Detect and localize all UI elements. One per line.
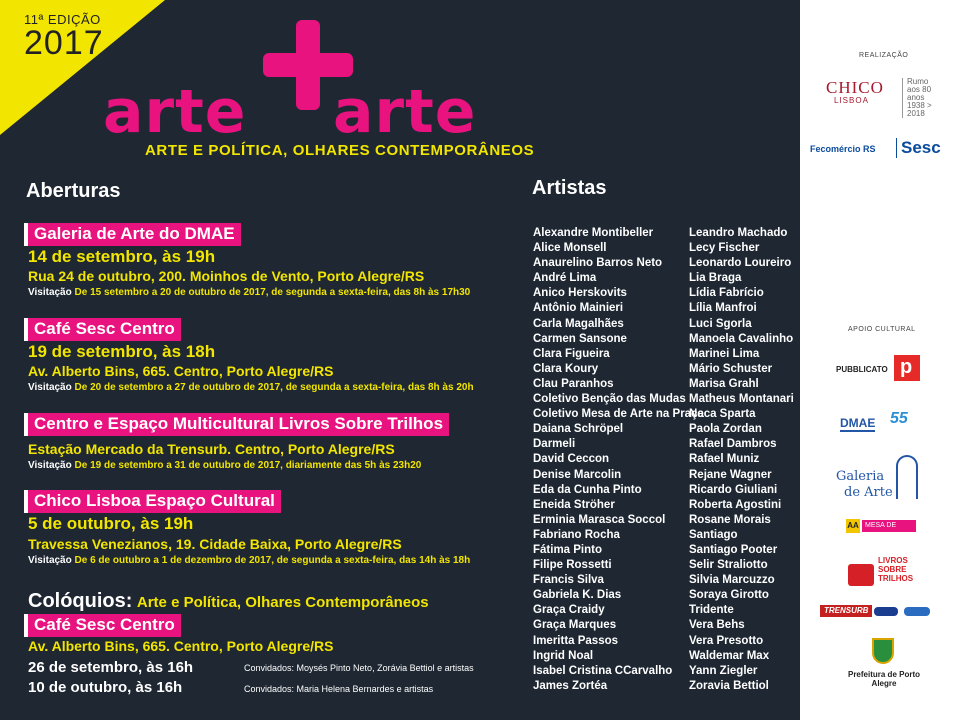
artist-name: Anico Herskovits [533, 287, 627, 300]
artist-name: Eda da Cunha Pinto [533, 483, 642, 496]
artist-name: Graça Craidy [533, 604, 605, 617]
artists-list-left [533, 226, 704, 694]
artist-name: Marisa Grahl [689, 377, 759, 390]
artist-name: Fabriano Rocha [533, 528, 620, 541]
artist-name: Clara Koury [533, 362, 599, 375]
artist-name: Yann Ziegler [689, 664, 758, 677]
artist-name: Alice Monsell [533, 242, 607, 255]
coloquios-venue: Café Sesc Centro [24, 614, 181, 637]
prefeitura-porto-alegre-logo: Prefeitura de Porto Alegre [844, 638, 924, 698]
dmae-logo: DMAE 55 [840, 410, 908, 430]
logo-word-left: arte [103, 77, 247, 147]
coloquios-address: Av. Alberto Bins, 665. Centro, Porto Alegre/RS [28, 638, 334, 654]
pubblicato-logo: PUBBLICATO p [836, 355, 926, 385]
realizacao-label: REALIZAÇÃO [859, 52, 909, 59]
logo-word-right: arte [333, 77, 477, 147]
coloquios-heading [28, 590, 429, 613]
artist-name: Vera Presotto [689, 634, 764, 647]
coloquios-label: Colóquios: [28, 590, 133, 612]
artist-name: Alexandre Montibeller [533, 227, 654, 239]
artist-name: Gabriela K. Dias [533, 589, 622, 602]
artist-name: Tridente [689, 604, 734, 617]
coloquio-guests: Convidados: Maria Helena Bernardes e artistas [244, 684, 434, 694]
artist-name: Lia Braga [689, 272, 742, 285]
venue-date: 5 de outubro, às 19h [28, 514, 194, 533]
artist-name: Santiago Pooter [689, 543, 778, 556]
coloquio-date: 10 de outubro, às 16h [28, 679, 183, 696]
livros-sobre-trilhos-logo: LIVROS SOBRE TRILHOS [848, 552, 918, 590]
venue-address: Travessa Venezianos, 19. Cidade Baixa, Porto Alegre/RS [28, 536, 402, 552]
galeria-de-arte-logo: Galeria de Arte [836, 455, 926, 505]
artist-name: Coletivo Mesa de Arte na Praça [533, 408, 704, 421]
venue-name: Chico Lisboa Espaço Cultural [24, 490, 281, 513]
artist-name: Carmen Sansone [533, 332, 627, 345]
venue-name: Centro e Espaço Multicultural Livros Sobre Trilhos [24, 413, 449, 436]
artists-list-right [689, 226, 794, 694]
artist-name: Clara Figueira [533, 347, 610, 360]
artist-name: Francis Silva [533, 574, 604, 587]
artist-name: Ingrid Noal [533, 649, 594, 662]
artist-name: Marinei Lima [689, 347, 760, 360]
artist-name: Darmeli [533, 438, 576, 451]
artist-name: Anaurelino Barros Neto [533, 257, 663, 270]
artist-name: Graça Marques [533, 619, 617, 632]
edition-year: 2017 [24, 24, 104, 62]
artist-name: Eneida Ströher [533, 498, 615, 511]
artist-name: Lília Manfroi [689, 302, 757, 315]
chico-lisboa-logo: CHICO LISBOA Rumo aos 80 anos 1938 > 2018 [820, 78, 945, 118]
artist-name: Selir Straliotto [689, 559, 768, 572]
artist-name: Fátima Pinto [533, 543, 603, 556]
artist-name: Denise Marcolin [533, 468, 622, 481]
artist-name: James Zortéa [533, 679, 608, 692]
coat-of-arms-icon [872, 638, 894, 664]
artist-name: Isabel Cristina CCarvalho [533, 664, 673, 677]
artist-name: David Ceccon [533, 453, 610, 466]
artist-name: Filipe Rossetti [533, 559, 612, 572]
venue-name: Galeria de Arte do DMAE [24, 223, 241, 246]
exhibition-subtitle: ARTE E POLÍTICA, OLHARES CONTEMPORÂNEOS [145, 142, 535, 159]
artist-name: Paola Zordan [689, 423, 762, 436]
artistas-heading: Artistas [532, 177, 607, 199]
artist-name: Soraya Girotto [689, 589, 769, 602]
venue-visiting-hours: Visitação De 6 de outubro a 1 de dezembro de 2017, de segunda a sexta-feira, das 14h às 18h [28, 555, 471, 566]
venue-visiting-hours: Visitação De 15 setembro a 20 de outubro de 2017, de segunda a sexta-feira, das 8h às 17h30 [28, 287, 471, 298]
artist-name: Clau Paranhos [533, 377, 614, 390]
artist-name: Lecy Fischer [689, 242, 760, 255]
artist-name: Matheus Montanari [689, 393, 794, 406]
edition-label: 11ª EDIÇÃO [24, 12, 101, 27]
artist-name: Carla Magalhães [533, 317, 624, 330]
artist-name: Waldemar Max [689, 649, 770, 662]
venue-date: 19 de setembro, às 18h [28, 342, 216, 361]
artist-name: Lídia Fabrício [689, 287, 764, 300]
venue-address: Rua 24 de outubro, 200. Moinhos de Vento, Porto Alegre/RS [28, 268, 425, 284]
artist-name: Antônio Mainieri [533, 302, 624, 315]
venue-visiting-hours: Visitação De 20 de setembro a 27 de outubro de 2017, de segunda a sexta-feira, das 8h às 20h [28, 382, 474, 393]
artist-name: Coletivo Benção das Mudas [533, 393, 686, 406]
apoio-cultural-label: APOIO CULTURAL [848, 326, 916, 333]
artist-name: Manoela Cavalinho [689, 332, 794, 345]
artist-name: Vera Behs [689, 619, 745, 632]
coloquio-date: 26 de setembro, às 16h [28, 659, 194, 676]
venue-address: Estação Mercado da Trensurb. Centro, Porto Alegre/RS [28, 441, 395, 457]
venue-date: 14 de setembro, às 19h [28, 247, 216, 266]
artist-name: Erminia Marasca Soccol [533, 513, 666, 526]
artist-name: Ricardo Giuliani [689, 483, 778, 496]
trensurb-logo: TRENSURB [820, 605, 940, 619]
artist-name: Mário Schuster [689, 362, 773, 375]
coloquio-guests: Convidados: Moysés Pinto Neto, Zorávia Bettiol e artistas [244, 663, 474, 673]
artist-name: Leandro Machado [689, 227, 788, 239]
artist-name: Zoravia Bettiol [689, 679, 769, 692]
fecomercio-sesc-logo: Fecomércio RS Sesc [810, 138, 941, 157]
artist-name: Daiana Schröpel [533, 423, 624, 436]
sponsors-sidebar [800, 0, 960, 720]
mesa-de-arte-logo: AA MESA DE ARTE [846, 519, 916, 533]
coloquios-title: Arte e Política, Olhares Contemporâneos [136, 594, 429, 611]
artist-name: Rafael Dambros [689, 438, 777, 451]
artist-name: Santiago [689, 528, 738, 541]
venue-address: Av. Alberto Bins, 665. Centro, Porto Alegre/RS [28, 363, 334, 379]
aberturas-heading: Aberturas [26, 180, 121, 202]
artist-name: Imeritta Passos [533, 634, 619, 647]
artist-name: Rafael Muniz [689, 453, 760, 466]
artist-name: Luci Sgorla [689, 317, 752, 330]
artist-name: Rosane Morais [689, 513, 771, 526]
artist-name: André Lima [533, 272, 597, 285]
artist-name: Roberta Agostini [689, 498, 782, 511]
artist-name: Silvia Marcuzzo [689, 574, 775, 587]
edition-badge [24, 12, 104, 62]
artist-name: Rejane Wagner [689, 468, 772, 481]
artist-name: Neca Sparta [689, 408, 756, 421]
arte-mais-arte-logo [103, 20, 523, 147]
artist-name: Leonardo Loureiro [689, 257, 792, 270]
venue-name: Café Sesc Centro [24, 318, 181, 341]
venue-visiting-hours: Visitação De 19 de setembro a 31 de outubro de 2017, diariamente das 5h às 23h20 [28, 460, 422, 471]
